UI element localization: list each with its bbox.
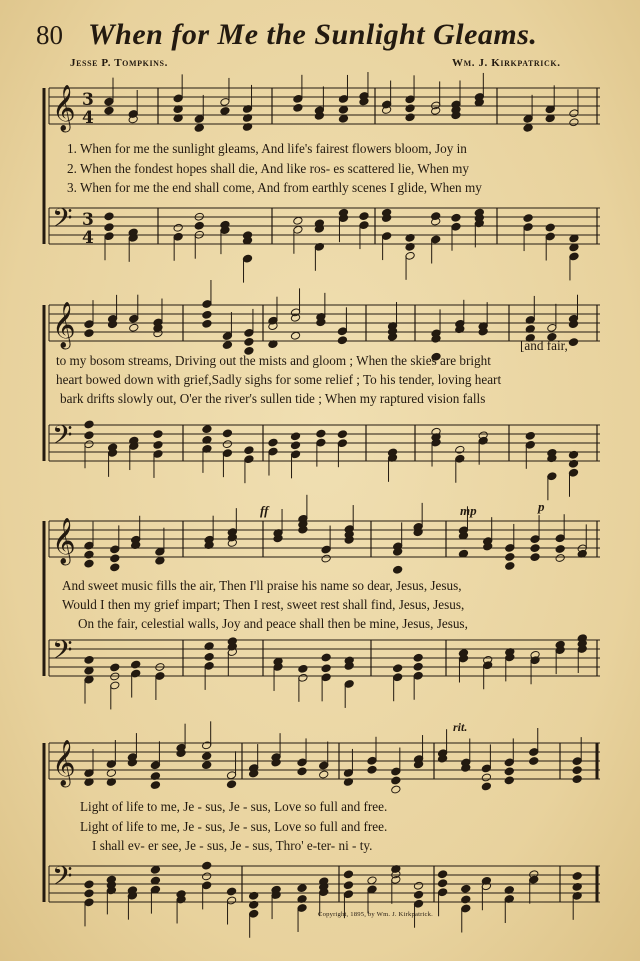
note-head (525, 431, 535, 440)
time-signature-top: 3 (82, 90, 94, 110)
composer-credit: Wm. J. Kirkpatrick. (452, 57, 561, 69)
note-head (321, 554, 331, 563)
note-head (293, 103, 303, 112)
note-head (202, 310, 212, 319)
bass-clef-icon: 𝄢 (52, 419, 73, 457)
note-head (222, 341, 232, 350)
dynamic-p: p (538, 499, 545, 514)
note-head (413, 881, 423, 890)
note-head (290, 331, 300, 340)
note-head (268, 438, 278, 447)
note-head (523, 214, 533, 223)
note-head (153, 440, 163, 449)
bass-clef-icon: 𝄢 (52, 860, 73, 898)
verse-1-line-2-continuation: [and fair, (520, 338, 568, 353)
note-head (84, 889, 94, 898)
note-head (481, 782, 491, 791)
note-head (84, 550, 94, 559)
note-head (413, 890, 423, 899)
note-head (290, 432, 300, 441)
note-head (523, 123, 533, 132)
note-head (84, 329, 94, 338)
note-head (437, 870, 447, 879)
note-head (222, 440, 232, 449)
verse-3-line-1: 3. When for me the end shall come, And from earthly scenes I glide, When my (67, 180, 482, 195)
dynamic-mp: mp (460, 503, 477, 518)
treble-clef-icon: 𝄞 (52, 85, 76, 131)
note-head (204, 652, 214, 661)
note-head (84, 420, 94, 429)
verse-3-line-2: bark drifts slowly out, O'er the river's sullen tide ; When my raptured vision falls (60, 391, 486, 406)
note-head (293, 216, 303, 225)
treble-clef-icon: 𝄞 (52, 302, 76, 348)
note-head (319, 770, 329, 779)
note-head (202, 761, 212, 770)
note-head (393, 565, 403, 574)
note-head (455, 445, 465, 454)
note-head (367, 765, 377, 774)
note-head (110, 663, 120, 672)
note-head (359, 212, 369, 221)
note-head (405, 113, 415, 122)
time-signature-top: 3 (82, 210, 94, 230)
hymn-title: When for Me the Sunlight Gleams. (88, 18, 538, 51)
note-head (572, 766, 582, 775)
note-head (244, 446, 254, 455)
verse-3-line-3: On the fair, celestial walls, Joy and peace shall then be mine, Jesus, Jesus, (78, 616, 468, 631)
note-head (545, 223, 555, 232)
note-head (84, 431, 94, 440)
page-number: 80 (36, 20, 63, 50)
note-head (569, 118, 579, 127)
note-head (461, 884, 471, 893)
note-head (337, 336, 347, 345)
dynamic-ff: ff (260, 503, 269, 518)
note-head (131, 660, 141, 669)
note-head (413, 653, 423, 662)
treble-clef-icon: 𝄞 (52, 518, 76, 564)
note-head (202, 425, 212, 434)
time-signature-bottom: 4 (82, 228, 94, 248)
note-head (155, 556, 165, 565)
note-head (110, 554, 120, 563)
note-head (316, 429, 326, 438)
note-head (530, 553, 540, 562)
note-head (110, 563, 120, 572)
note-head (194, 123, 204, 132)
note-head (104, 212, 114, 221)
note-head (391, 785, 401, 794)
note-head (129, 323, 139, 332)
note-head (343, 881, 353, 890)
note-head (568, 338, 578, 347)
verse-1-line-3: And sweet music fills the air, Then I'll praise his name so dear, Jesus, Jesus, (62, 578, 462, 593)
time-signature-bottom: 4 (82, 108, 94, 128)
note-head (84, 880, 94, 889)
note-head (202, 752, 212, 761)
note-head (202, 319, 212, 328)
note-head (173, 223, 183, 232)
treble-clef-icon: 𝄞 (52, 740, 76, 786)
bass-clef-icon: 𝄢 (52, 202, 73, 240)
note-head (194, 221, 204, 230)
note-head (222, 429, 232, 438)
note-head (555, 545, 565, 554)
note-head (321, 664, 331, 673)
note-head (343, 870, 353, 879)
note-head (451, 213, 461, 222)
verse-1-line-1: 1. When for me the sunlight gleams, And life's fairest flowers bloom, Joy in (67, 141, 467, 156)
verse-2-line-4: Light of life to me, Je - sus, Je - sus, Love so full and free. (80, 819, 388, 834)
verse-3-line-4: I shall ev- er see, Je - sus, Je - sus, Thro' e-ter- ni - ty. (92, 838, 373, 853)
bass-clef-icon: 𝄢 (52, 634, 73, 672)
note-head (290, 441, 300, 450)
note-head (481, 773, 491, 782)
note-head (572, 775, 582, 784)
note-head (104, 223, 114, 232)
note-head (337, 430, 347, 439)
note-head (298, 664, 308, 673)
note-head (202, 872, 212, 881)
note-head (555, 554, 565, 563)
note-head (437, 879, 447, 888)
note-head (530, 544, 540, 553)
note-head (84, 666, 94, 675)
note-head (461, 895, 471, 904)
note-head (529, 757, 539, 766)
note-head (150, 781, 160, 790)
note-head (226, 780, 236, 789)
note-head (84, 559, 94, 568)
lyricist-credit: Jesse P. Tompkins. (70, 57, 168, 69)
note-head (572, 872, 582, 881)
note-head (202, 861, 212, 870)
note-head (504, 776, 514, 785)
note-head (393, 664, 403, 673)
verse-1-line-2: to my bosom streams, Driving out the mists and gloom ; When the skies are bright (56, 353, 491, 368)
verse-2-line-3: Would I then my grief impart; Then I rest, sweet rest shall find, Jesus, Jesus, (62, 597, 465, 612)
note-head (220, 106, 230, 115)
verse-2-line-1: 2. When the fondest hopes shall die, And like ros- es scattered lie, When my (67, 161, 469, 176)
tempo-rit: rit. (453, 720, 468, 734)
note-head (391, 776, 401, 785)
note-head (297, 884, 307, 893)
note-head (84, 655, 94, 664)
note-head (338, 114, 348, 123)
note-head (505, 552, 515, 561)
note-head (413, 662, 423, 671)
note-head (297, 767, 307, 776)
verse-1-line-4: Light of life to me, Je - sus, Je - sus, Love so full and free. (80, 799, 388, 814)
note-head (226, 887, 236, 896)
note-head (321, 653, 331, 662)
verse-2-line-2: heart bowed down with grief,Sadly sighs for some relief ; To his tender, loving heart (56, 372, 502, 387)
note-head (153, 430, 163, 439)
note-head (104, 106, 114, 115)
note-head (405, 104, 415, 113)
copyright-notice: Copyright, 1895, by Wm. J. Kirkpatrick. (318, 911, 433, 918)
note-head (338, 105, 348, 114)
note-head (244, 337, 254, 346)
note-head (150, 865, 160, 874)
note-head (505, 561, 515, 570)
note-head (504, 767, 514, 776)
